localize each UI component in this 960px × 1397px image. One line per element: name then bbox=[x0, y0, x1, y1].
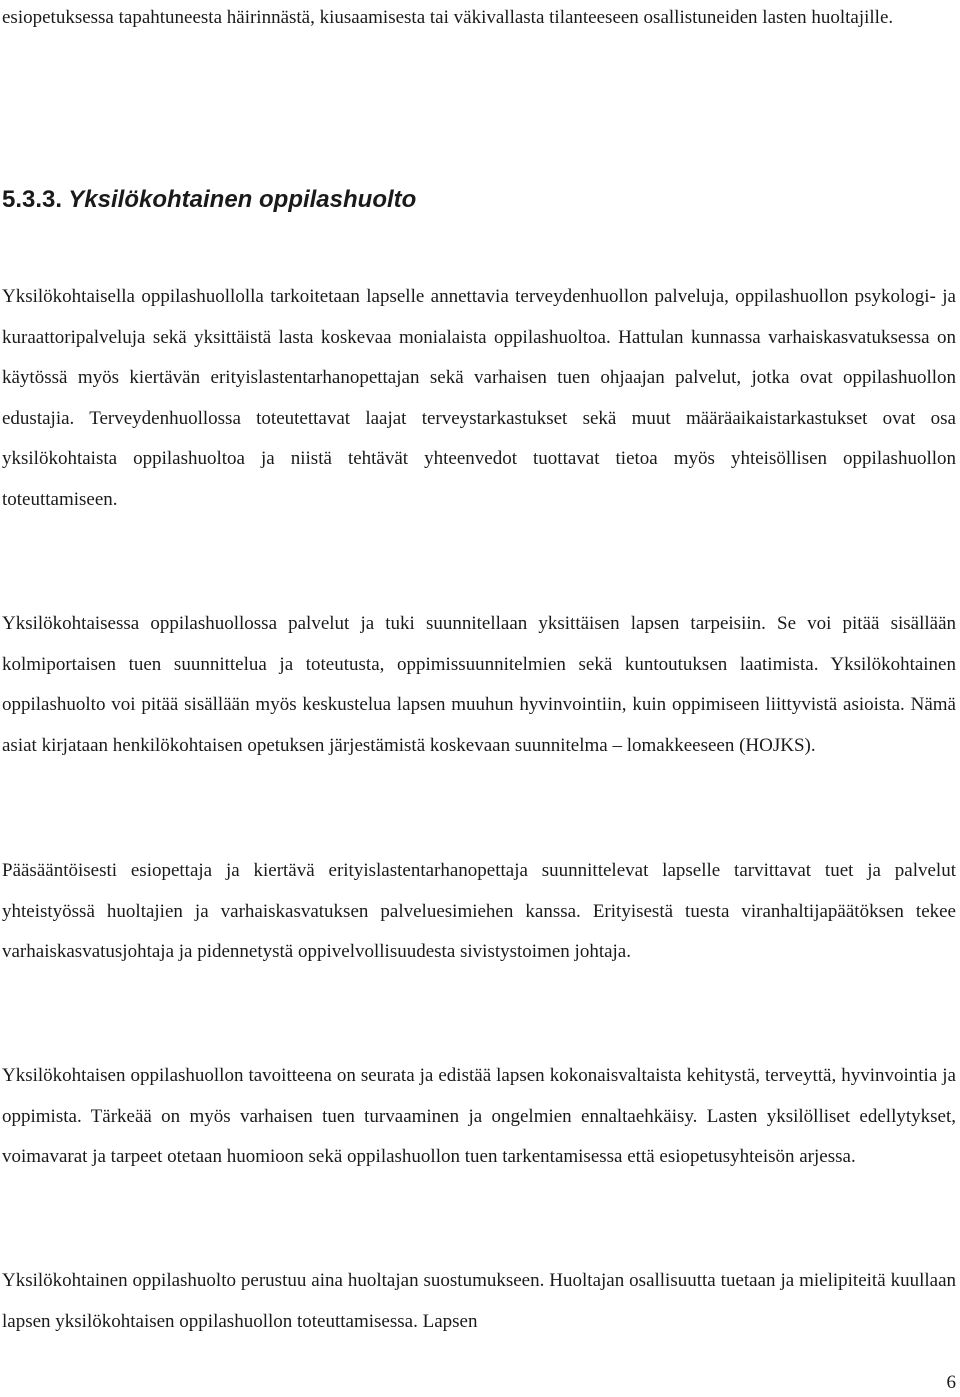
section-number: 5.3.3. bbox=[2, 186, 63, 213]
paragraph-5: Yksilökohtainen oppilashuolto perustuu aina huoltajan suostumukseen. Huoltajan osallisuutta tuetaan ja mielipiteitä kuullaan lapsen yksilökohtaisen oppilashuollon toteuttamisessa. Lapsen bbox=[2, 1270, 956, 1332]
paragraph-3: Pääsääntöisesti esiopettaja ja kiertävä erityislastentarhanopettaja suunnittelevat lapselle tarvittavat tuet ja palvelut yhteistyössä huoltajien ja varhaiskasvatuksen palveluesimiehen kanssa. Erityisestä tuesta viranhaltijapäätöksen tekee varhaiskasvatusjohtaja ja pidennetystä oppivelvollisuudesta sivistystoimen johtaja. bbox=[2, 860, 956, 962]
paragraph-1: Yksilökohtaisella oppilashuollolla tarkoitetaan lapselle annettavia terveydenhuollon palveluja, oppilashuollon psykologi- ja kuraattoripalveluja sekä yksittäistä lasta koskevaa monialaista oppilashuoltoa. Hattulan kunnassa varhaiskasvatuksessa on käytössä myös kiertävän erityislastentarhanopettajan sekä varhaisen tuen ohjaajan palvelut, jotka ovat oppilashuollon edustajia. Terveydenhuollossa toteutettavat laajat terveystarkastukset sekä muut määräaikaistarkastukset ovat osa yksilökohtaista oppilashuoltoa ja niistä tehtävät yhteenvedot tuottavat tietoa myös yhteisöllisen oppilashuollon toteuttamiseen. bbox=[2, 286, 956, 510]
paragraph-2: Yksilökohtaisessa oppilashuollossa palvelut ja tuki suunnitellaan yksittäisen lapsen tarpeisiin. Se voi pitää sisällään kolmiportaisen tuen suunnittelua ja toteutusta, oppimissuunnitelmien sekä kuntoutuksen laatimista. Yksilökohtainen oppilashuolto voi pitää sisällään myös keskustelua lapsen muuhun hyvinvointiin, kuin oppimiseen liittyvistä asioista. Nämä asiat kirjataan henkilökohtaisen opetuksen järjestämistä koskevaan suunnitelma – lomakkeeseen (HOJKS). bbox=[2, 613, 956, 756]
page-number: 6 bbox=[946, 1372, 956, 1393]
section-heading bbox=[2, 180, 416, 220]
paragraph-4: Yksilökohtaisen oppilashuollon tavoitteena on seurata ja edistää lapsen kokonaisvaltaista kehitystä, terveyttä, hyvinvointia ja oppimista. Tärkeää on myös varhaisen tuen turvaaminen ja ongelmien ennaltaehkäisy. Lasten yksilölliset edellytykset, voimavarat ja tarpeet otetaan huomioon sekä oppilashuollon tuen tarkentamisessa että esiopetusyhteisön arjessa. bbox=[2, 1065, 956, 1167]
intro-paragraph-fragment: esiopetuksessa tapahtuneesta häirinnästä, kiusaamisesta tai väkivallasta tilanteeseen osallistuneiden lasten huoltajille. bbox=[2, 7, 894, 28]
section-title: Yksilökohtainen oppilashuolto bbox=[68, 186, 417, 213]
